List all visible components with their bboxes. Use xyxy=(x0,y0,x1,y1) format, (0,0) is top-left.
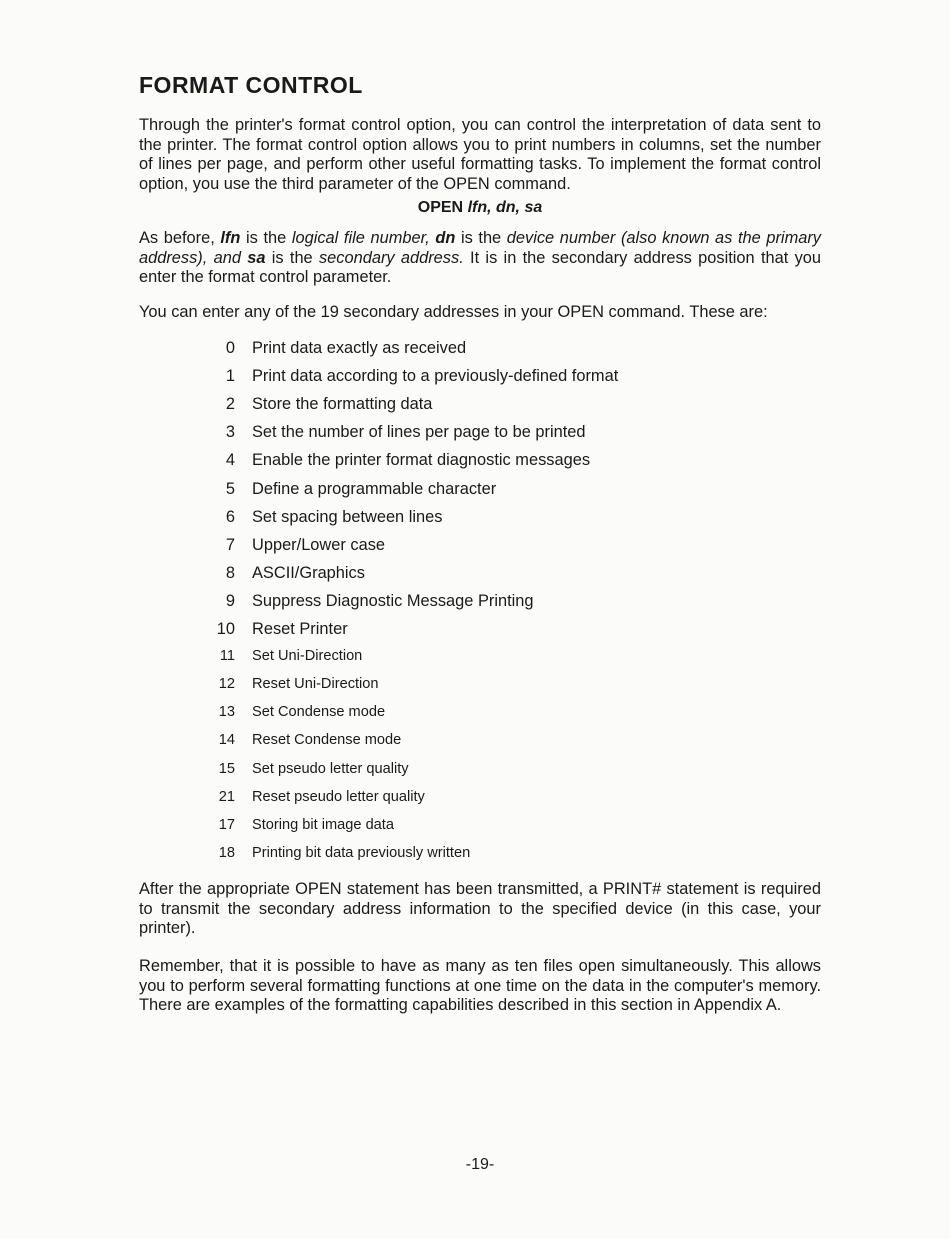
address-description: Print data according to a previously-defined format xyxy=(252,367,619,386)
address-number: 0 xyxy=(225,339,235,357)
open-command-syntax xyxy=(139,199,821,217)
remember-paragraph: Remember, that it is possible to have as many as ten files open simultaneously. This allows you to perform several formatting functions at one time on the data in the computer's memory. There are examples of the formatting capabilities described in this section in Appendix A. xyxy=(139,957,821,1014)
sa-description: secondary address. xyxy=(318,248,464,267)
address-number: 10 xyxy=(216,620,235,638)
address-number: 11 xyxy=(219,648,235,665)
params-text: is the xyxy=(455,229,507,247)
address-number: 21 xyxy=(218,788,235,805)
list-item xyxy=(210,395,433,415)
address-description: Enable the printer format diagnostic messages xyxy=(252,451,591,470)
address-description: ASCII/Graphics xyxy=(252,563,365,582)
params-text: As before, xyxy=(139,229,221,247)
address-number: 15 xyxy=(218,760,235,777)
address-description: Set Condense mode xyxy=(252,704,386,721)
list-item xyxy=(210,563,365,584)
address-description: Set Uni-Direction xyxy=(252,648,363,665)
address-number: 6 xyxy=(225,507,235,526)
address-description: Storing bit image data xyxy=(252,816,394,833)
list-item xyxy=(210,788,425,809)
list-item xyxy=(210,648,363,668)
list-item xyxy=(210,844,471,865)
list-item xyxy=(210,423,586,443)
params-text: is the xyxy=(265,248,319,267)
command-keyword: OPEN xyxy=(417,199,464,216)
address-description: Define a programmable character xyxy=(252,479,497,498)
list-item xyxy=(210,816,394,837)
list-item xyxy=(210,535,386,556)
sa-term: sa xyxy=(247,248,266,267)
list-item xyxy=(210,620,348,640)
list-item xyxy=(210,704,386,724)
lfn-description: logical file number, xyxy=(291,229,430,247)
address-number: 18 xyxy=(218,844,235,861)
address-number: 3 xyxy=(225,423,235,442)
address-description: Reset Uni-Direction xyxy=(252,676,379,693)
address-description: Set the number of lines per page to be printed xyxy=(252,423,586,442)
address-number: 12 xyxy=(218,676,235,693)
address-description: Printing bit data previously written xyxy=(252,844,471,861)
address-number: 5 xyxy=(225,479,235,498)
after-paragraph: After the appropriate OPEN statement has been transmitted, a PRINT# statement is required to transmit the secondary address information to the specified device (in this case, your printer). xyxy=(139,880,821,937)
params-text: It is in the secondary address position that you enter the format control parameter. xyxy=(139,248,821,286)
address-description: Reset Printer xyxy=(252,620,348,638)
address-description: Set spacing between lines xyxy=(252,507,443,526)
list-item xyxy=(210,367,619,387)
address-description: Set pseudo letter quality xyxy=(252,760,409,777)
dn-description: device number (also known as the primary address), and xyxy=(139,229,821,267)
address-number: 7 xyxy=(225,535,235,554)
intro-paragraph: Through the printer's format control option, you can control the interpretation of data sent to the printer. The format control option allows you to print numbers in columns, set the number of lines per page, and perform other useful formatting tasks. To implement the format control option, you use the third parameter of the OPEN command. xyxy=(139,116,821,193)
list-item xyxy=(210,507,443,528)
list-item xyxy=(210,760,409,781)
address-number: 2 xyxy=(225,395,235,414)
params-paragraph xyxy=(139,229,821,288)
list-item xyxy=(210,339,467,359)
address-number: 14 xyxy=(218,732,235,749)
lfn-term: lfn xyxy=(220,229,241,247)
address-description: Reset Condense mode xyxy=(252,732,402,749)
list-item xyxy=(210,676,379,696)
address-number: 9 xyxy=(225,591,235,610)
address-description: Suppress Diagnostic Message Printing xyxy=(252,591,534,610)
address-number: 13 xyxy=(218,704,235,721)
address-description: Store the formatting data xyxy=(252,395,433,414)
command-params: lfn, dn, sa xyxy=(467,199,543,216)
page-number: -19- xyxy=(465,1156,495,1173)
address-number: 8 xyxy=(225,563,235,582)
address-description: Reset pseudo letter quality xyxy=(252,788,425,805)
list-item xyxy=(210,732,402,752)
section-title: FORMAT CONTROL xyxy=(139,72,363,98)
list-item xyxy=(210,591,534,612)
list-item xyxy=(210,479,497,500)
params-text: is the xyxy=(240,229,292,247)
address-number: 17 xyxy=(218,816,235,833)
dn-term: dn xyxy=(435,229,456,247)
list-intro-paragraph: You can enter any of the 19 secondary addresses in your OPEN command. These are: xyxy=(139,303,768,321)
address-number: 1 xyxy=(225,367,235,386)
address-description: Upper/Lower case xyxy=(252,535,386,554)
address-description: Print data exactly as received xyxy=(252,339,467,357)
address-number: 4 xyxy=(225,451,235,470)
list-item xyxy=(210,451,591,471)
